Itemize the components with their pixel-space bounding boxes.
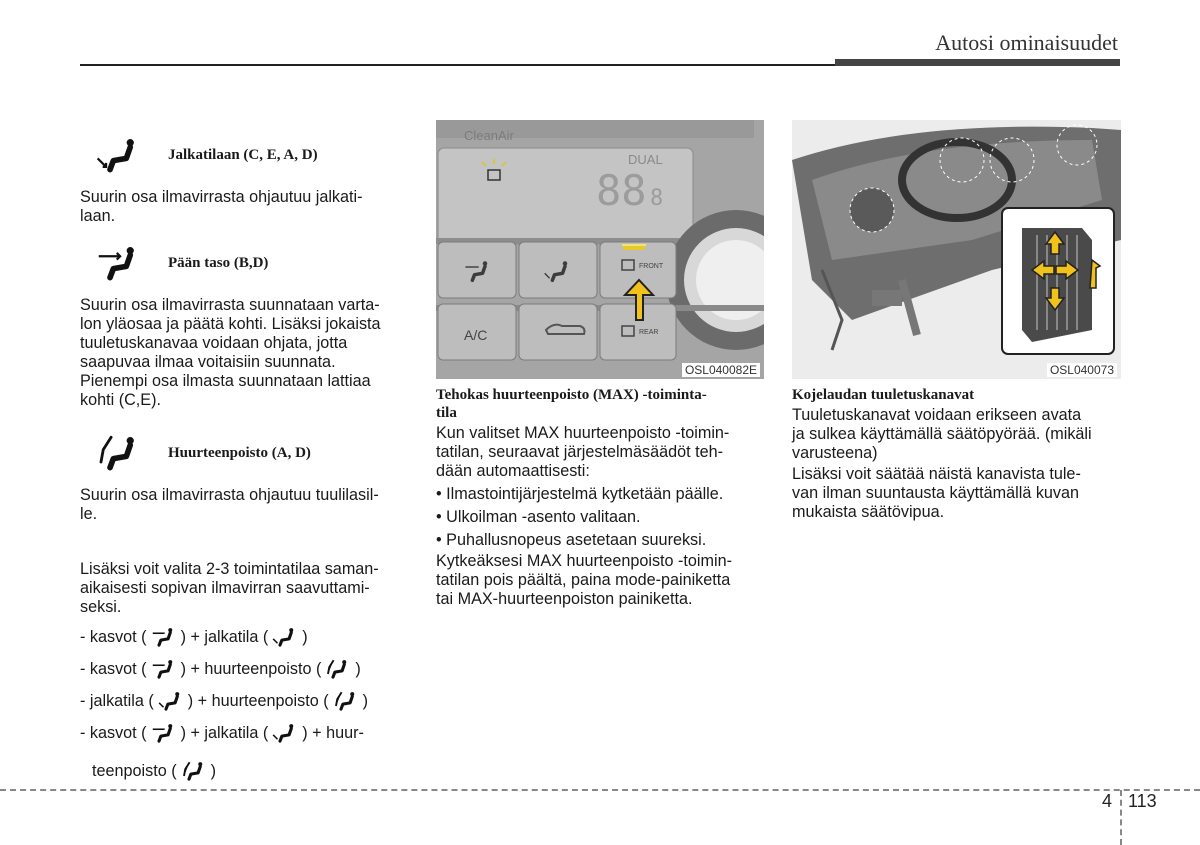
floor-mode-icon xyxy=(88,137,150,173)
cleanair-label: CleanAir xyxy=(464,128,514,143)
temperature-display-small: 8 xyxy=(650,186,664,211)
floor-mode-label: Jalkatilaan (C, E, A, D) xyxy=(168,146,318,163)
bullet-item: • Puhallusnopeus asetetaan suureksi. xyxy=(436,531,707,549)
dashboard-illustration xyxy=(792,120,1121,379)
max-defrost-outro: Kytkeäksesi MAX huurteenpoisto -toimin- tatilan pois päältä, paina mode-painiketta tai MAX-huurteenpoiston painiketta. xyxy=(436,552,732,608)
combo-text: ) + jalkatila ( xyxy=(180,627,269,646)
floor-mode-icon xyxy=(158,691,184,711)
face-mode-icon xyxy=(151,723,177,743)
combo-face-floor-defrost xyxy=(80,721,410,745)
rear-defrost-label: REAR xyxy=(639,329,659,336)
header-rule xyxy=(80,64,835,66)
defrost-mode-label: Huurteenpoisto (A, D) xyxy=(168,444,311,461)
front-defrost-label: FRONT xyxy=(639,263,664,270)
max-defrost-intro: Kun valitset MAX huurteenpoisto -toimin- tatilan, seuraavat järjestelmäsäädöt teh- dään automaattisesti: xyxy=(436,424,730,480)
combo-text: ) + huurteenpoisto ( xyxy=(187,691,329,710)
face-mode-description-2: Pienempi osa ilmasta suunnataan lattiaa kohti (C,E). xyxy=(80,372,371,409)
face-mode-label: Pään taso (B,D) xyxy=(168,254,269,271)
mode-floor-row xyxy=(80,130,410,180)
combo-text: ) + huur- xyxy=(302,723,364,742)
header-rule-accent xyxy=(835,59,1120,66)
defrost-mode-icon xyxy=(88,435,150,471)
face-mode-icon xyxy=(151,627,177,647)
mode-defrost-row xyxy=(80,428,410,478)
footer-rule xyxy=(0,789,1200,791)
chapter-number: 4 xyxy=(1102,791,1113,811)
floor-mode-icon xyxy=(272,723,298,743)
combo-text: - jalkatila ( xyxy=(80,691,154,710)
bullet-item: • Ulkoilman -asento valitaan. xyxy=(436,508,641,526)
defrost-mode-icon xyxy=(333,691,359,711)
page-number: 113 xyxy=(1128,791,1157,811)
middle-column xyxy=(436,386,766,609)
combo-text: ) xyxy=(362,691,368,710)
temperature-display: 88 xyxy=(596,166,647,215)
page-header-title: Autosi ominaisuudet xyxy=(935,30,1118,55)
defrost-mode-description: Suurin osa ilmavirrasta ohjautuu tuulilasil- le. xyxy=(80,486,379,523)
combo-text: ) xyxy=(210,761,216,780)
vents-paragraph-1: Tuuletuskanavat voidaan erikseen avata ja sulkea käyttämällä säätöpyörää. (mikäli varusteena) xyxy=(792,406,1092,462)
dual-label: DUAL xyxy=(628,152,663,167)
climate-control-panel-figure xyxy=(436,120,764,379)
combo-text: - kasvot ( xyxy=(80,659,147,678)
vents-paragraph-2: Lisäksi voit säätää näistä kanavista tule- van ilman suuntausta käyttämällä kuvan mukaista säätövipua. xyxy=(792,465,1081,521)
face-mode-icon xyxy=(88,245,150,281)
combo-text: ) xyxy=(355,659,361,678)
defrost-mode-icon xyxy=(325,659,351,679)
figure-code: OSL040082E xyxy=(682,363,760,377)
combo-text: ) + jalkatila ( xyxy=(180,723,269,742)
floor-mode-icon xyxy=(272,627,298,647)
right-column xyxy=(792,386,1122,522)
combo-face-defrost xyxy=(80,657,410,681)
floor-mode-description: Suurin osa ilmavirrasta ohjautuu jalkati- laan. xyxy=(80,188,363,225)
combination-intro: Lisäksi voit valita 2-3 toimintatilaa saman- aikaisesti sopivan ilmavirran saavuttami- seksi. xyxy=(80,560,379,616)
defrost-mode-icon xyxy=(181,761,207,781)
combo-text: ) + huurteenpoisto ( xyxy=(180,659,322,678)
bullet-item: • Ilmastointijärjestelmä kytketään päälle. xyxy=(436,485,724,503)
combo-text: - kasvot ( xyxy=(80,627,147,646)
combo-face-floor-defrost-cont xyxy=(80,759,410,783)
combo-text: ) xyxy=(302,627,308,646)
vents-heading: Kojelaudan tuuletuskanavat xyxy=(792,387,975,403)
face-mode-icon xyxy=(151,659,177,679)
combo-text: - kasvot ( xyxy=(80,723,147,742)
mode-face-row xyxy=(80,238,410,288)
combo-floor-defrost xyxy=(80,689,410,713)
figure-code: OSL040073 xyxy=(1047,363,1117,377)
ac-button-label: A/C xyxy=(464,327,488,343)
combo-face-floor xyxy=(80,625,410,649)
left-column xyxy=(80,130,410,783)
combo-text: teenpoisto ( xyxy=(92,761,177,780)
dashboard-vents-figure xyxy=(792,120,1121,379)
max-defrost-heading: Tehokas huurteenpoisto (MAX) -toiminta- tila xyxy=(436,387,707,421)
face-mode-description: Suurin osa ilmavirrasta suunnataan varta- lon yläosaa ja päätä kohti. Lisäksi jokaista tuuletuskanavaa voidaan ohjata, jotta saapuvaa ilmaa voitaisiin suunnata. xyxy=(80,296,381,371)
page-number-separator xyxy=(1120,790,1122,845)
